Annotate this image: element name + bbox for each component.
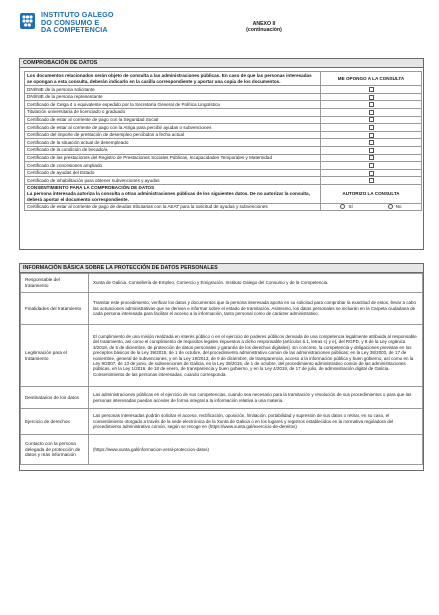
table-row [25,139,422,147]
verification-intro: Los documentos relacionados serán objeto de consulta a las administraciones públicas. En caso de que las personas interesadas se opongan a esta consulta, deberán indicarlo en la casilla correspondiente y aportar una copia de los documentos. [25,72,321,86]
logo-text [41,11,114,34]
institution-logo [19,11,114,34]
consent-item-label: Certificado de estar al corriente de pago de deudas tributarias con la AEAT para la solicitud de ayudas y subvenciones [25,203,321,211]
oppose-cell [321,116,422,124]
document-label: Certificado de concesiones ampliado [25,162,321,170]
privacy-info-link[interactable]: (https://www.xunta.gal/informacion-xeral-proteccion-datos) [89,435,423,465]
row-label: Legitimación para el tratamiento [21,325,89,387]
oppose-checkbox[interactable] [369,140,374,145]
table-row [25,131,422,139]
oppose-cell [321,146,422,154]
row-label: Destinatarios de los datos [21,387,89,409]
table-row [25,108,422,116]
table-row [25,93,422,101]
document-label: Certificado de estar al corriente de pago con la Atriga para percibir ayudas o subvenciones [25,124,321,132]
table-row [25,86,422,94]
table-row [21,325,423,387]
row-value: Tramitar este procedimiento, verificar los datos y documentos que la persona interesada aporta en su solicitud para comprobar la exactitud de estos, llevar a cabo las actuaciones administrativas que se deriven e informar sobre el estado de tramitación. Asimismo, los datos personales se incluirán en la Carpeta ciudadana de cada persona interesada para facilitar el acceso a la información, tanto personal como de carácter administrativo. [89,293,423,325]
row-label: Ejercicio de derechos [21,409,89,435]
table-row [21,387,423,409]
row-value: El cumplimiento de una misión realizada en interés público o en el ejercicio de poderes públicos derivada de una competencia legalmente atribuida al responsable del tratamiento, así como el cumplimiento de requisitos legales impuestos a dicho responsable (artículos 6.1, letras c) y e), del RGPD, y 8 de la Ley orgánica 3/2018, de 5 de diciembre, de protección de datos personales y garantía de los derechos digitales). En concreto, la competencia y obligaciones previstas en los preceptos básicos de la Ley 39/2015, de 1 de octubre, del procedimiento administrativo común de las administraciones públicas; en la Ley 38/2003, de 17 de noviembre, general de subvenciones, y en la Ley 19/2013, de 9 de diciembre, de transparencia, acceso a la información pública y buen gobierno, así como en la Ley 9/2007, de 13 de junio, de subvenciones de Galicia, en la Ley 39/2015, de 1 de octubre, del procedimiento administrativo común de las administraciones públicas, en la Ley 1/2016, de 18 de enero, de transparencia y buen gobierno, y en la Ley 4/2019, de 17 de julio, de administración digital de Galicia. Consentimiento de las personas interesadas, cuando corresponda. [89,325,423,387]
table-row [21,293,423,325]
table-row [25,154,422,162]
page-header [19,11,424,51]
document-label: Certificado del importe de prestación de desempleo percibidos a fecha actual [25,131,321,139]
oppose-checkbox[interactable] [369,148,374,153]
row-label: Contacto con la persona delegada de protección de datos y más información [21,435,89,465]
no-radio[interactable] [388,204,393,209]
oppose-checkbox[interactable] [369,87,374,92]
consent-title: CONSENTIMIENTO PARA LA COMPROBACIÓN DE DATOS [27,185,155,191]
table-row [25,101,422,109]
document-label: DNI/NIE de la persona solicitante [25,86,321,94]
document-label: Certificado de ayudas del Estado [25,169,321,177]
document-label: Titulación universitaria de licenciado o graduado [25,108,321,116]
galicia-emblem-icon [19,12,36,30]
row-value: Xunta de Galicia. Consellería de Empleo, Comercio y Emigración. Instituto Galego del Consumo y de la Competencia. [89,274,423,293]
no-label: No [395,204,402,210]
consent-no-option[interactable] [388,204,402,210]
table-row [25,116,422,124]
table-row [21,435,423,465]
data-protection-table [20,273,423,465]
row-label: Responsable del tratamiento [21,274,89,293]
logo-line: DO CONSUMO E [41,17,100,27]
oppose-checkbox[interactable] [369,171,374,176]
oppose-checkbox[interactable] [369,102,374,107]
oppose-cell [321,139,422,147]
oppose-cell [321,124,422,132]
oppose-checkbox[interactable] [369,95,374,100]
oppose-cell [321,108,422,116]
row-value: Las personas interesadas podrán solicitar el acceso, rectificación, oposición, limitación, portabilidad y supresión de sus datos o retirar, en su caso, el consentimiento otorgado a través de la sede electrónica de la Xunta de Galicia o en los lugares y registros establecidos en la normativa reguladora del procedimiento administrativo común, según se recoge en (https://www.xunta.gal/exercicio-de-dereitos) [89,409,423,435]
oppose-checkbox[interactable] [369,163,374,168]
oppose-cell [321,86,422,94]
table-row [25,162,422,170]
annex-heading [219,21,309,34]
data-protection-section [19,263,424,471]
consent-choice-cell [321,203,422,211]
logo-line: INSTITUTO GALEGO [41,10,114,19]
oppose-checkbox[interactable] [369,155,374,160]
yes-label: Sí [348,204,353,210]
oppose-cell [321,154,422,162]
table-row [25,124,422,132]
table-row [25,177,422,185]
oppose-cell [321,131,422,139]
table-row [21,274,423,293]
data-verification-section [19,58,424,250]
section-title: INFORMACIÓN BÁSICA SOBRE LA PROTECCIÓN DE DATOS PERSONALES [20,264,423,273]
authorize-header: AUTORIZO LA CONSULTA [321,184,422,203]
table-header-row [25,72,422,86]
consent-radio-group [323,204,419,210]
verification-table [24,71,422,211]
oppose-cell [321,169,422,177]
row-label: Finalidades del tratamiento [21,293,89,325]
consent-text: La persona interesada autoriza la consulta a otras administraciones públicas de los siguientes datos. De no autorizar la consulta, deberá aportar el documento correspondiente. [27,191,310,202]
document-label: Certificado de la condición de becado/a [25,146,321,154]
document-label: Certificado de inhabilitación para obtener subvenciones y ayudas [25,177,321,185]
oppose-checkbox[interactable] [369,133,374,138]
oppose-checkbox[interactable] [369,110,374,115]
section-title: COMPROBACIÓN DE DATOS [20,59,423,68]
document-label: DNI/NIE de la persona representante [25,93,321,101]
table-row [25,146,422,154]
annex-title: ANEXO II [252,21,276,27]
yes-radio[interactable] [340,204,345,209]
document-label: Certificado de estar al corriente de pago con la Seguridad Social [25,116,321,124]
consent-intro [25,184,321,203]
consent-row [25,203,422,211]
document-label: Certificado de las prestaciones del Registro de Prestaciones Sociales Públicas, Incapacidades Temporales y Maternidad [25,154,321,162]
oppose-cell [321,93,422,101]
logo-line: DA COMPETENCIA [41,25,108,35]
oppose-cell [321,162,422,170]
document-label: Certificado de la situación actual de desempleado [25,139,321,147]
oppose-checkbox[interactable] [369,125,374,130]
document-label: Certificado de Celga 4 o equivalente expedido por la Secretaría General de Política Lingüística [25,101,321,109]
oppose-checkbox[interactable] [369,117,374,122]
oppose-checkbox[interactable] [369,178,374,183]
row-value: Las administraciones públicas en el ejercicio de sus competencias, cuando sea necesario para la tramitación y resolución de sus procedimientos o para que las personas interesadas puedan acceder de forma integral a la información relativa a una materia. [89,387,423,409]
oppose-header: ME OPONGO A LA CONSULTA [321,72,422,86]
annex-subtitle: (continuación) [246,27,282,34]
table-row [25,169,422,177]
table-row [21,409,423,435]
consent-header-row [25,184,422,203]
consent-yes-option[interactable] [340,204,352,210]
oppose-cell [321,177,422,185]
oppose-cell [321,101,422,109]
